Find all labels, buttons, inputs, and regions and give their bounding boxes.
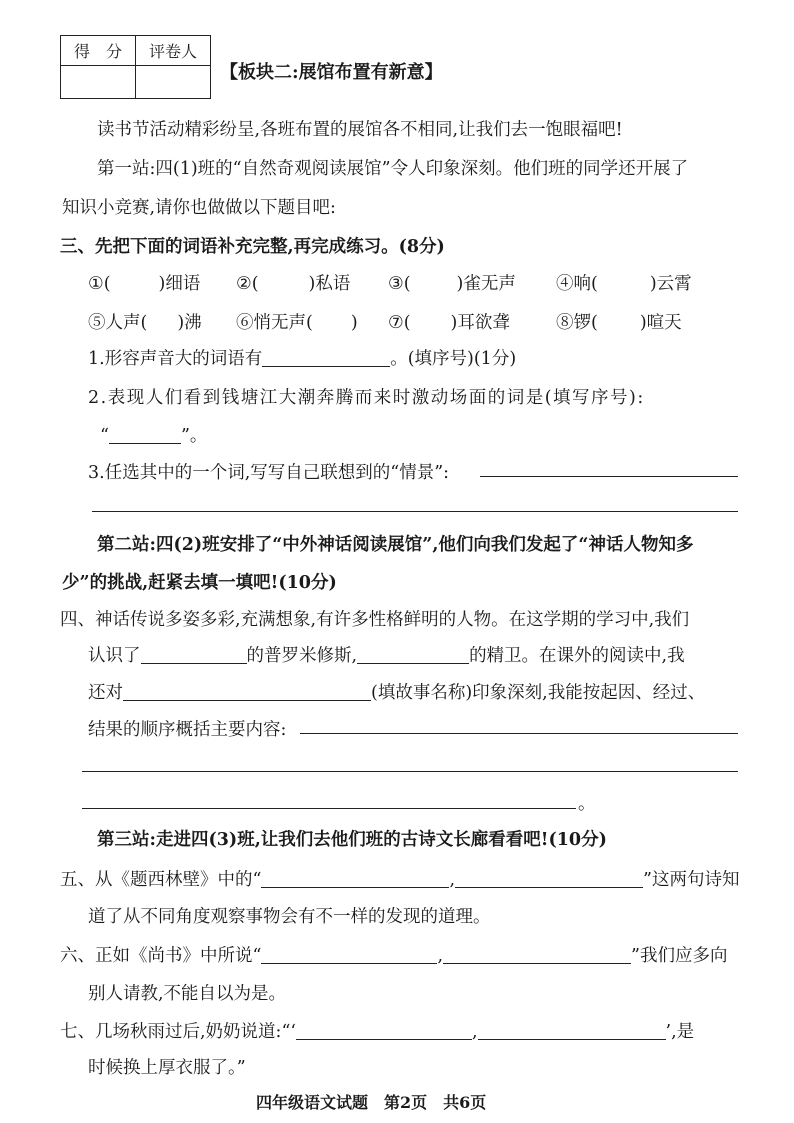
q4-blank-story[interactable]: [123, 682, 371, 701]
q3-sub3-answer-line-2[interactable]: [92, 511, 738, 512]
word-1: ①( )细语: [88, 274, 201, 294]
score-cell[interactable]: [61, 66, 136, 99]
station1-line2: 知识小竞赛,请你也做做以下题目吧:: [62, 198, 336, 218]
station2-line2: 少”的挑战,赶紧去填一填吧!(10分): [62, 573, 337, 593]
q6-blank-2[interactable]: [443, 945, 631, 964]
q3-sub2: 2.表现人们看到钱塘江大潮奔腾而来时激动场面的词是(填写序号):: [88, 388, 645, 408]
word-6: ⑥悄无声( ): [236, 313, 358, 333]
q3-sub3: 3.任选其中的一个词,写写自己联想到的“情景”:: [88, 463, 450, 483]
intro-text: 读书节活动精彩纷呈,各班布置的展馆各不相同,让我们去一饱眼福吧!: [97, 120, 623, 140]
grader-header: 评卷人: [136, 36, 211, 66]
word-3: ③( )雀无声: [388, 274, 516, 294]
q3-title: 三、先把下面的词语补充完整,再完成练习。(8分): [60, 237, 445, 257]
score-header: 得 分: [61, 36, 136, 66]
q5-line1: 五、从《题西林壁》中的“ , ”这两句诗知: [60, 870, 740, 890]
q7-blank-1[interactable]: [296, 1021, 472, 1040]
q4-blank-jingwei[interactable]: [357, 645, 469, 664]
q7-line1: 七、几场秋雨过后,奶奶说道:“‘ , ’,是: [60, 1022, 695, 1042]
q4-line3: 还对 (填故事名称)印象深刻,我能按起因、经过、: [88, 683, 706, 703]
q4-answer-line-3[interactable]: [82, 808, 576, 809]
q6-line2: 别人请教,不能自以为是。: [88, 984, 287, 1004]
q4-line2: 认识了 的普罗米修斯, 的精卫。在课外的阅读中,我: [88, 646, 685, 666]
q3-sub1: 1.形容声音大的词语有 。(填序号)(1分): [88, 349, 517, 369]
q4-answer-line-1[interactable]: [300, 733, 738, 734]
word-5: ⑤人声( )沸: [88, 313, 202, 333]
q5-blank-2[interactable]: [455, 869, 643, 888]
q3-sub2-answer-line[interactable]: [109, 425, 181, 444]
q4-answer-line-2[interactable]: [82, 771, 738, 772]
page-footer: 四年级语文试题 第2页 共6页: [256, 1093, 487, 1112]
q4-line1: 四、神话传说多姿多彩,充满想象,有许多性格鲜明的人物。在这学期的学习中,我们: [60, 610, 690, 630]
word-4: ④响( )云霄: [556, 274, 692, 294]
q7-line2: 时候换上厚衣服了。”: [88, 1058, 246, 1078]
grader-cell[interactable]: [136, 66, 211, 99]
word-7: ⑦( )耳欲聋: [388, 313, 510, 333]
word-2: ②( )私语: [236, 274, 351, 294]
section-title: 【板块二:展馆布置有新意】: [220, 62, 443, 83]
station1-line1: 第一站:四(1)班的“自然奇观阅读展馆”令人印象深刻。他们班的同学还开展了: [97, 159, 689, 179]
q3-sub3-answer-line-1[interactable]: [480, 476, 738, 477]
station2-line1: 第二站:四(2)班安排了“中外神话阅读展馆”,他们向我们发起了“神话人物知多: [97, 535, 694, 555]
q6-blank-1[interactable]: [261, 945, 437, 964]
q3-sub2-answer: “ ”。: [100, 426, 208, 446]
score-table: [60, 35, 211, 99]
word-8: ⑧锣( )喧天: [556, 313, 682, 333]
q4-line4: 结果的顺序概括主要内容:: [88, 720, 287, 740]
station3: 第三站:走进四(3)班,让我们去他们班的古诗文长廊看看吧!(10分): [97, 830, 607, 850]
q4-blank-prometheus[interactable]: [141, 645, 247, 664]
q5-blank-1[interactable]: [261, 869, 449, 888]
q7-blank-2[interactable]: [478, 1021, 666, 1040]
q4-end-period: 。: [578, 794, 596, 814]
q5-line2: 道了从不同角度观察事物会有不一样的发现的道理。: [88, 907, 491, 927]
q3-sub1-answer-line[interactable]: [262, 348, 390, 367]
q6-line1: 六、正如《尚书》中所说“ , ”我们应多向: [60, 946, 728, 966]
